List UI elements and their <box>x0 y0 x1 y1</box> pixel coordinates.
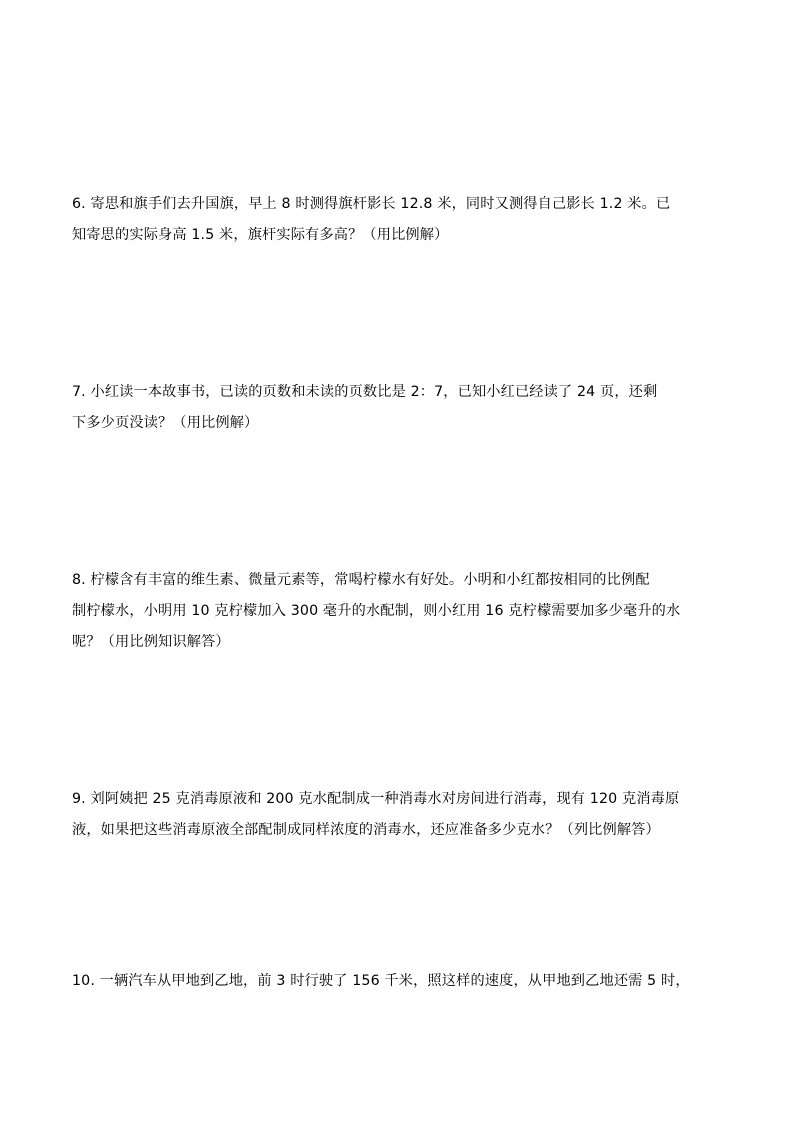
question-10-line-1: 10. 一辆汽车从甲地到乙地，前 3 时行驶了 156 千米，照这样的速度，从甲地到乙地还需 5 时， <box>72 973 690 989</box>
question-9 <box>72 784 732 846</box>
question-9-line-1: 9. 刘阿姨把 25 克消毒原液和 200 克水配制成一种消毒水对房间进行消毒，现有 120 克消毒原 <box>72 791 680 807</box>
question-9-line-2: 液，如果把这些消毒原液全部配制成同样浓度的消毒水，还应准备多少克水？（列比例解答） <box>72 822 660 838</box>
question-7-line-2: 下多少页没读？（用比例解） <box>72 415 259 431</box>
question-10 <box>72 966 732 997</box>
question-6-line-1: 6. 寄思和旗手们去升国旗，早上 8 时测得旗杆影长 12.8 米，同时又测得自己影长 1.2 米。已 <box>72 196 671 212</box>
question-7-line-1: 7. 小红读一本故事书，已读的页数和未读的页数比是 2：7，已知小红已经读了 24 页，还剩 <box>72 384 658 400</box>
question-8-line-2: 制柠檬水，小明用 10 克柠檬加入 300 毫升的水配制，则小红用 16 克柠檬需要加多少毫升的水 <box>72 603 681 619</box>
question-7 <box>72 377 732 439</box>
question-6 <box>72 189 732 251</box>
question-6-line-2: 知寄思的实际身高 1.5 米，旗杆实际有多高？（用比例解） <box>72 227 449 243</box>
question-8-line-1: 8. 柠檬含有丰富的维生素、微量元素等，常喝柠檬水有好处。小明和小红都按相同的比例配 <box>72 572 650 588</box>
question-8 <box>72 565 732 658</box>
question-8-line-3: 呢？（用比例知识解答） <box>72 634 230 650</box>
